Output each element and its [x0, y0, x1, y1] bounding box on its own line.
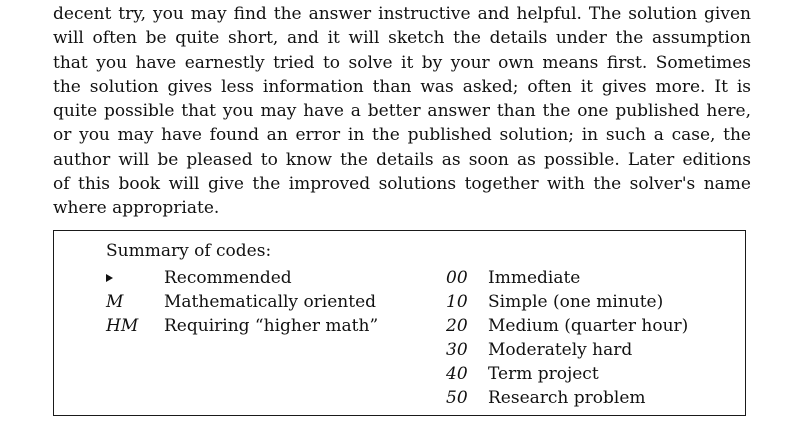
rating-label: Simple (one minute) [488, 292, 664, 312]
category-code: M [106, 292, 124, 312]
summary-title: Summary of codes: [106, 241, 272, 261]
paragraph-line: the solution gives less information than was asked; often it gives more. It is [53, 76, 751, 97]
rating-label: Research problem [488, 388, 646, 408]
category-label: Mathematically oriented [164, 292, 377, 312]
paragraph-line: quite possible that you may have a better answer than the one published here, [53, 101, 751, 122]
triangle-right-icon [106, 266, 113, 290]
codes-summary-box [53, 230, 746, 416]
paragraph-line: decent try, you may find the answer instructive and helpful. The solution given [53, 4, 751, 24]
paragraph-line: or you may have found an error in the published solution; in such a case, the [53, 125, 751, 146]
rating-label: Immediate [488, 268, 581, 288]
rating-label: Medium (quarter hour) [488, 316, 689, 336]
rating-code: 50 [446, 388, 468, 408]
rating-code: 10 [446, 292, 468, 312]
rating-code: 40 [446, 364, 468, 384]
category-label: Recommended [164, 268, 292, 288]
rating-label: Term project [488, 364, 599, 384]
body-paragraph [53, 2, 751, 221]
rating-code: 00 [446, 268, 468, 288]
paragraph-line: where appropriate. [53, 198, 220, 219]
paragraph-line: will often be quite short, and it will sketch the details under the assumption [53, 28, 751, 49]
paragraph-line: author will be pleased to know the details as soon as possible. Later editions [53, 149, 751, 170]
category-code: HM [106, 316, 139, 336]
paragraph-line: of this book will give the improved solutions together with the solver's name [53, 174, 751, 195]
rating-code: 30 [446, 340, 468, 360]
rating-code: 20 [446, 316, 468, 336]
rating-label: Moderately hard [488, 340, 633, 360]
category-label: Requiring “higher math” [164, 316, 379, 336]
paragraph-line: that you have earnestly tried to solve it by your own means first. Sometimes [53, 52, 751, 73]
